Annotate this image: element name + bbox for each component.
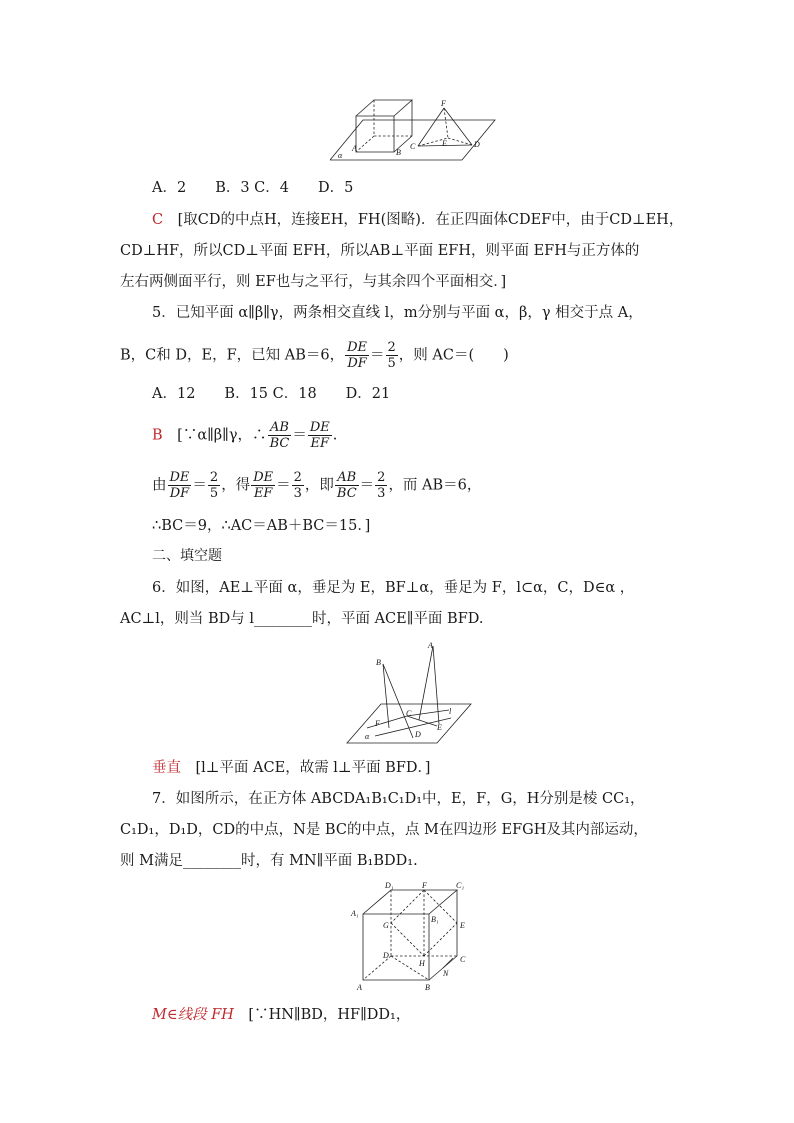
label-F: F — [422, 882, 427, 890]
label-D: D — [474, 140, 480, 149]
label-B: B — [396, 148, 401, 157]
label-H: H — [419, 959, 425, 968]
q5-answer-line2: 由 $\frac{DE}{DF}$ ＝ $\frac{2}{5}$ ，得 $\frac{DE}{EF}$ ＝ $\frac{2}{3}$ ，即 $\frac{AB}{BC}$ ＝ $\frac{2}{3}$ ，而 AB＝6， — [152, 470, 482, 501]
label-B1: B₁ — [431, 915, 439, 924]
label-F: F — [441, 99, 446, 108]
figure-plane-perpendiculars — [345, 640, 475, 746]
q7-line3: 则 M满足________时，有 MN∥平面 B₁BDD₁. — [120, 853, 418, 869]
label-C: C — [460, 955, 466, 964]
label-N: N — [443, 969, 449, 978]
tetra-edge-fd — [444, 108, 472, 145]
label-alpha: α — [365, 732, 370, 741]
q4-options: A．2 B．3 C．4 D．5 — [152, 180, 354, 196]
label-C: C — [410, 142, 416, 151]
q5-answer-line3: ∴BC＝9，∴AC＝AB＋BC＝15．] — [152, 518, 371, 534]
label-D: D — [383, 951, 389, 960]
q7-line1: 7．如图所示，在正方体 ABCDA₁B₁C₁D₁中，E，F，G，H分别是棱 CC₁， — [152, 791, 645, 807]
q5-frac-2-5: $\frac{2}{5}$ — [387, 340, 396, 371]
q4-answer-line2: CD⊥HF，所以CD⊥平面 EFH，所以AB⊥平面 EFH，则平面 EFH与正方体的 — [120, 243, 640, 259]
label-l: l — [449, 707, 452, 716]
q7-answer — [152, 1005, 410, 1025]
q4-answer-letter: C — [152, 212, 164, 228]
q5-line1: 5．已知平面 α∥β∥γ，两条相交直线 l，m分别与平面 α，β，γ 相交于点 A， — [152, 305, 643, 321]
q7-line2: C₁D₁，D₁D，CD的中点，N是 BC的中点，点 M在四边形 EFGH及其内部运动， — [120, 822, 648, 838]
q7-answer-red: M∈线段 FH — [152, 1007, 234, 1023]
q4-answer-line3: 左右两侧面平行，则 EF也与之平行，与其余四个平面相交．] — [120, 274, 507, 290]
q6-answer-rest: [l⊥平面 ACE，故需 l⊥平面 BFD．] — [195, 760, 431, 776]
label-C: C — [406, 709, 412, 718]
q6-answer-word: 垂直 — [152, 760, 181, 776]
q6-line2: AC⊥l，则当 BD与 l________时，平面 ACE∥平面 BFD. — [120, 611, 484, 627]
plane-alpha — [330, 120, 495, 160]
figure-cube-tetrahedron — [330, 96, 500, 162]
q5-line2: B，C和 D，E，F，已知 AB＝6， $\frac{DE}{DF}$ ＝ $\frac{2}{5}$ ，则 AC＝( ) — [120, 340, 509, 371]
cube-front-face — [363, 914, 429, 980]
q5-answer-letter: B — [152, 427, 163, 444]
frac-ab-bc-2: $\frac{AB}{BC}$ — [336, 470, 357, 501]
label-D: D — [415, 730, 421, 739]
frac-de-ef: $\frac{DE}{EF}$ — [309, 420, 330, 451]
q5-line2-pre: B，C和 D，E，F，已知 AB＝6， — [120, 347, 345, 364]
label-B: B — [425, 983, 430, 992]
label-C1: C₁ — [456, 882, 465, 890]
label-alpha: α — [338, 151, 343, 160]
q5-frac-de-df: $\frac{DE}{DF}$ — [347, 340, 368, 371]
label-D1: D₁ — [385, 882, 394, 890]
label-B: B — [376, 658, 381, 667]
q6-answer — [152, 758, 430, 778]
q5-options: A．12 B．15 C．18 D．21 — [152, 386, 391, 402]
label-E: E — [437, 723, 442, 732]
frac-ab-bc: $\frac{AB}{BC}$ — [269, 420, 290, 451]
q7-answer-rest: [∵HN∥BD，HF∥DD₁， — [248, 1007, 411, 1023]
q5-answer-line1: B [∵α∥β∥γ，∴ $\frac{AB}{BC}$ ＝ $\frac{DE}{EF}$ . — [152, 420, 338, 451]
label-A: A — [352, 144, 357, 153]
section-title: 二、填空题 — [152, 548, 222, 564]
label-F: F — [375, 719, 380, 728]
frac-de-ef-2: $\frac{DE}{EF}$ — [253, 470, 274, 501]
q6-line1: 6．如图，AE⊥平面 α，垂足为 E，BF⊥α，垂足为 F，l⊂α，C，D∈α ， — [152, 580, 635, 596]
label-A: A — [428, 641, 433, 650]
figure-cube-abcd — [345, 882, 475, 998]
q4-answer-line1 — [152, 210, 683, 230]
frac-de-df-2: $\frac{DE}{DF}$ — [169, 470, 190, 501]
label-G: G — [383, 921, 389, 930]
label-A: A — [357, 983, 362, 992]
frac-2-5-b: $\frac{2}{5}$ — [209, 470, 219, 501]
frac-2-3-b: $\frac{2}{3}$ — [377, 470, 386, 501]
q5-line2-post: ，则 AC＝( ) — [398, 347, 509, 364]
q4-answer-text1: [取CD的中点H，连接EH，FH(图略)．在正四面体CDEF中，由于CD⊥EH， — [177, 212, 684, 228]
frac-2-3-a: $\frac{2}{3}$ — [293, 470, 302, 501]
label-E: E — [460, 921, 465, 930]
label-E: E — [442, 139, 447, 148]
cube-top-edges — [356, 100, 412, 116]
label-A1: A₁ — [351, 909, 359, 918]
